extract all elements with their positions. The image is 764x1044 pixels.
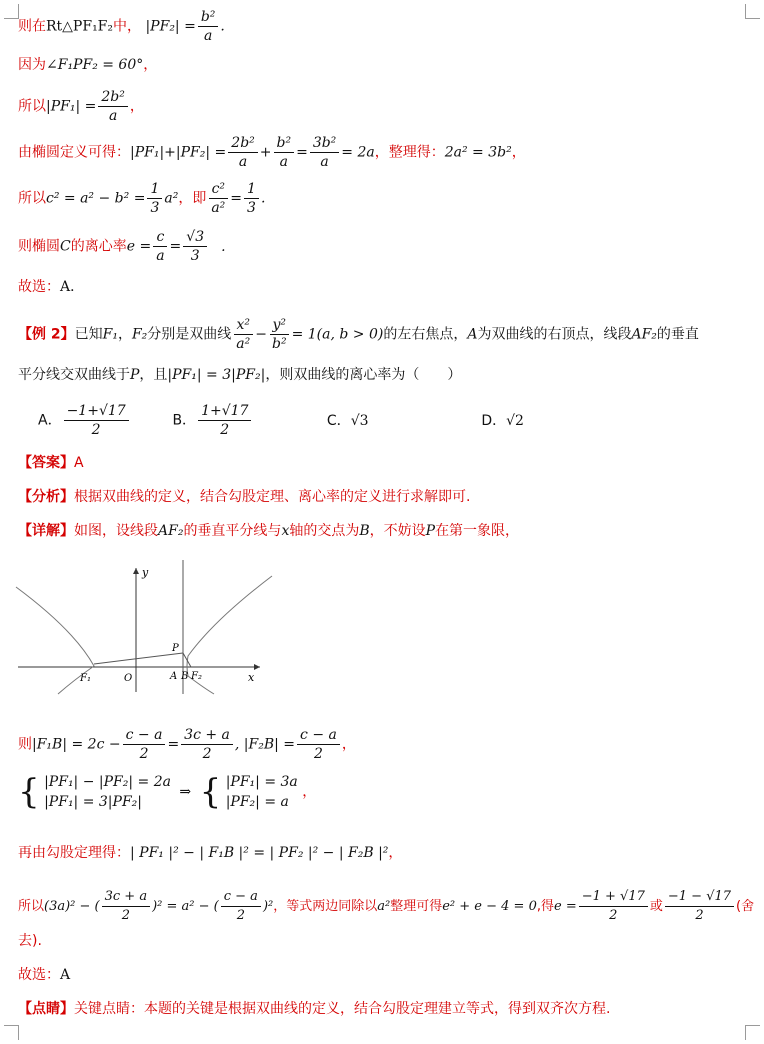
text: ， [129,98,144,115]
numerator: b² [198,8,219,27]
fraction [297,726,340,763]
solution-line-9 [18,842,750,864]
math: = 2a [341,144,375,161]
math: |PF₁| = [46,98,97,115]
text: 平分线交双曲线于 [18,367,130,383]
math: = [169,238,182,255]
fraction [64,402,129,439]
text: ，且 [139,367,168,383]
options-row [38,402,750,439]
math: (3a)² − ( [44,899,100,914]
comment-label: 【点睛】 [18,1001,74,1017]
numerator: c² [209,180,228,199]
analysis-section [18,486,750,508]
example-label: 【例 2】 [18,326,75,343]
numerator: −1+√17 [64,402,129,421]
math: = [167,736,180,753]
fraction [208,180,228,217]
text: 的垂直平分线与 [183,523,282,539]
fraction [269,316,290,353]
math: ∠F₁PF₂ = 60° [46,57,144,73]
detail-section [18,520,750,542]
text: 所以 [18,190,46,207]
denominator: 2 [91,422,101,438]
fraction [221,888,261,925]
math: AF₂ [631,326,657,343]
denominator: 2 [202,746,212,762]
math: Rt△PF₁F₂ [46,18,114,35]
option-letter: D． [481,412,507,429]
answer-label: 【答案】 [18,455,74,471]
solution-line-11 [18,930,750,952]
answer-line-2 [18,964,750,986]
text: 因为 [18,57,46,73]
fraction [665,888,734,925]
math: F₁ [102,326,118,343]
numerator: 1 [244,180,259,199]
text: 故选： [18,279,60,295]
math: . [260,190,266,207]
text: ，等式两边同除以 [273,899,378,914]
option-value: √2 [506,412,524,429]
text: 为双曲线的右顶点，线段 [477,326,632,343]
label-x: x [248,671,255,684]
denominator: 2 [695,908,704,923]
system-right [226,772,298,812]
text: 则在 [18,18,46,35]
text: ，即 [178,190,207,207]
denominator: b² [271,336,287,352]
numerator: 2b² [98,88,127,107]
answer-value: A． [60,279,85,295]
answer-line-1 [18,276,750,298]
text: ， [143,57,158,73]
option-c[interactable] [327,410,477,432]
text: 如图，设线段 [74,523,158,539]
text: ， [341,736,356,753]
text: 轴的交点为 [289,523,360,539]
solution-line-8 [18,726,750,763]
math: = [230,190,243,207]
text: ，整理得： [374,144,445,161]
math: | PF₁ |² − | F₁B |² = | PF₂ |² − | F₂B |² [130,845,389,861]
label-p: P [172,643,179,654]
option-value: √3 [350,412,369,429]
text: 的离心率 [70,238,127,255]
denominator: a [279,154,288,170]
label-f2: F₂ [191,671,202,682]
math: + [259,144,272,161]
detail-label: 【详解】 [18,523,74,539]
math: AF₂ [158,523,184,539]
denominator: a² [211,200,226,216]
page-corner-mark [745,1025,760,1040]
math: e² + e − 4 = 0 [442,899,537,914]
math: = [296,144,308,161]
hyperbola-figure [14,560,274,696]
label-y: y [142,566,149,579]
equation-system [18,772,750,816]
math: |PF₁|+|PF₂| = [130,144,227,161]
numerator: 1 [147,180,162,199]
text: ,得 [536,899,554,914]
option-letter: A． [38,412,62,429]
text: 的垂直 [656,326,699,343]
implies-arrow: ⇒ [179,784,192,800]
denominator: 2 [236,908,245,923]
denominator: a [238,154,248,170]
numerator: √3 [183,228,207,247]
math: C [60,238,71,255]
option-a[interactable] [38,402,168,439]
numerator: 2b² [228,134,257,153]
segment-pf1 [94,653,183,664]
numerator: c − a [297,726,340,745]
math: 2a² = 3b² [444,144,512,161]
text: 则椭圆 [18,238,60,255]
math: P [425,523,436,539]
fraction [274,134,295,171]
fraction [310,134,339,171]
math: A [467,326,478,343]
option-d[interactable] [481,410,524,432]
comment-text: 关键点睛：本题的关键是根据双曲线的定义，结合勾股定理建立等式，得到双齐次方程. [74,1001,611,1017]
text: ，不妨设 [369,523,426,539]
solution-line-5 [18,180,750,217]
denominator: 2 [220,422,230,438]
analysis-label: 【分析】 [18,489,74,505]
denominator: 2 [609,908,618,923]
numerator: c [153,228,167,247]
numerator: −1 − √17 [665,888,734,907]
denominator: 2 [314,746,323,762]
math: = 1(a, b > 0) [291,326,384,343]
option-b[interactable] [172,402,322,439]
math: , |F₂B| = [234,736,296,753]
text: 则 [18,736,32,753]
math: |PF₁| = 3|PF₂| [167,367,266,383]
text: (舍 [736,899,755,914]
math: )² [262,899,274,914]
math: |PF₂| = [145,18,196,35]
numerator: c − a [221,888,261,907]
math: )² = a² − ( [152,899,219,914]
math: B [359,523,370,539]
system-left [44,772,171,812]
label-o: O [124,673,133,684]
solution-line-10 [18,888,755,925]
text: 故选： [18,967,60,983]
text: 去). [18,933,42,949]
math: − [255,326,267,343]
denominator: 2 [139,746,149,762]
text: 的左右焦点， [383,326,468,343]
text: 分别是双曲线 [147,326,232,343]
math: . [221,238,226,255]
text: 中， [113,18,142,35]
page-corner-mark [4,1025,19,1040]
numerator: y² [270,316,290,335]
denominator: a [156,248,165,264]
label-b: B [181,671,189,682]
denominator: 3 [190,248,200,264]
analysis-text: 根据双曲线的定义，结合勾股定理、离心率的定义进行求解即可. [74,489,471,505]
denominator: a [203,28,213,44]
text: 所以 [18,98,46,115]
text: ，则双曲线的离心率为（ ） [265,367,462,383]
math: F₂ [131,326,148,343]
text: 再由勾股定理得： [18,845,130,861]
fraction [123,726,166,763]
denominator: a [108,108,118,124]
text: ， [117,326,132,343]
numerator: 3b² [310,134,339,153]
math: |F₁B| = 2c − [32,736,121,753]
solution-line-6 [18,228,750,265]
denominator: 2 [121,908,130,923]
fraction [102,888,150,925]
numerator: c − a [123,726,166,745]
fraction [233,316,253,353]
example-line-1 [18,316,750,353]
text: 所以 [18,899,45,914]
numerator: b² [274,134,295,153]
fraction [579,888,648,925]
solution-line-1 [18,8,750,45]
option-letter: B． [172,412,197,429]
numerator: −1 + √17 [579,888,648,907]
text: 在第一象限， [435,523,520,539]
equation-row: |PF₂| = a [225,794,289,810]
text: 由椭圆定义可得： [18,144,130,161]
numerator: 3c + a [102,888,150,907]
denominator: a² [236,336,251,352]
math: a² [164,190,179,207]
text: 已知 [74,326,103,343]
math: e = [554,899,577,914]
fraction [153,228,167,265]
text: ， [511,144,526,161]
numerator: 1+√17 [198,402,251,421]
fraction [198,8,219,45]
fraction [147,180,162,217]
math: e = [126,238,152,255]
brace: { [18,772,40,812]
text: 整理可得 [390,899,443,914]
option-letter: C． [326,412,351,429]
equation-row: |PF₁| = 3|PF₂| [44,794,142,810]
example-line-2 [18,364,750,386]
answer-value: A [60,967,71,983]
equation-row: |PF₁| − |PF₂| = 2a [44,774,171,790]
fraction [198,402,251,439]
denominator: 3 [247,200,256,216]
math: a² [377,899,391,914]
numerator: 3c + a [181,726,233,745]
fraction [181,726,233,763]
denominator: a [320,154,329,170]
text: ， [302,784,317,800]
answer-section [18,452,750,474]
math: c² = a² − b² = [46,190,146,207]
answer-value: A [74,455,84,471]
equation-row: |PF₁| = 3a [225,774,298,790]
denominator: 3 [150,200,160,216]
text: ， [388,845,403,861]
page-corner-mark [4,4,19,19]
fraction [183,228,207,265]
fraction [228,134,257,171]
numerator: x² [234,316,254,335]
fraction [98,88,127,125]
text: 或 [649,899,663,914]
solution-line-4 [18,134,750,171]
fraction [244,180,259,217]
solution-line-3 [18,88,750,125]
comment-section [18,998,750,1020]
label-f1: F₁ [80,673,91,684]
math: . [220,18,225,35]
brace: { [199,772,222,812]
solution-line-2 [18,54,750,76]
math: P [130,367,140,383]
label-a: A [170,671,178,682]
math: x [281,523,290,539]
